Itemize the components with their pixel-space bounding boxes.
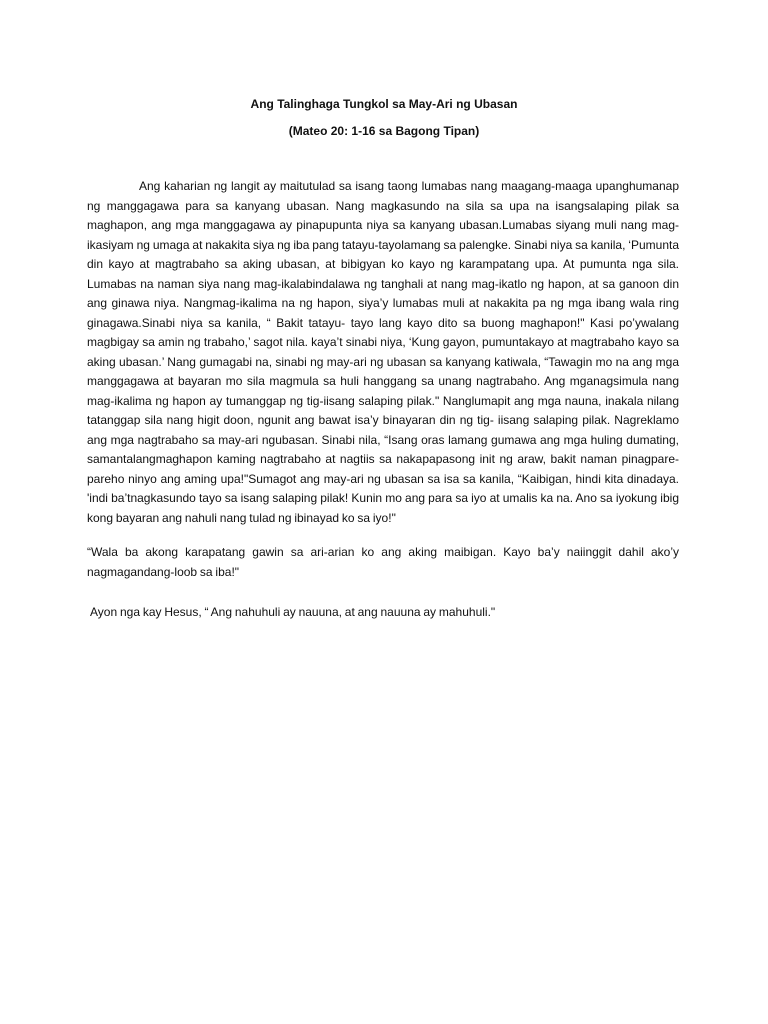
paragraph-2: “Wala ba akong karapatang gawin sa ari-arian ko ang aking maibigan. Kayo ba’y naiinggit dahil ako’y nagmagandang-loob sa iba!"	[87, 545, 679, 579]
paragraph-1: Ang kaharian ng langit ay maitutulad sa isang taong lumabas nang maagang-maaga upanghumanap ng manggagawa para sa kanyang ubasan. Nang magkasundo na sila sa upa na isangsalaping pilak sa maghapon, ang mga manggagawa ay pinapupunta niya sa kanyang ubasan.Lumabas siyang muli nang mag- ikasiyam ng umaga at nakakita siya ng iba pang tatayu-tayolamang sa palengke. Sinabi niya sa kanila, ‘Pumunta din kayo at magtrabaho sa aking ubasan, at bibigyan ko kayo ng karampatang upa. At pumunta nga sila. Lumabas na naman siya nang mag-ikalabindalawa ng tanghali at nang mag-ikatlo ng hapon, at sa ganoon din ang ginawa niya. Nangmag-ikalima na ng hapon, siya’y lumabas muli at nakakita pa ng mga ibang wala ring ginagawa.Sinabi niya sa kanila, “ Bakit tatayu- tayo lang kayo dito sa buong maghapon!" Kasi po’ywalang magbigay sa amin ng trabaho,’ sagot nila. kaya’t sinabi niya, ‘Kung gayon, pumuntakayo at magtrabaho kayo sa aking ubasan.’ Nang gumagabi na, sinabi ng may-ari ng ubasan sa kanyang katiwala, “Tawagin mo na ang mga manggagawa at bayaran mo sila magmula sa huli hanggang sa unang nagtrabaho. Ang mganagsimula nang mag-ikalima ng hapon ay tumanggap ng tig-iisang salaping pilak." Nanglumapit ang mga nauna, inakala nilang tatanggap sila nang higit doon, ngunit ang bawat isa’y binayaran din ng tig- iisang salaping pilak. Nagreklamo ang mga nagtrabaho sa may-ari ngubasan. Sinabi nila, “Isang oras lamang gumawa ang mga huling dumating, samantalangmaghapon kaming nagtrabaho at nagtiis sa nakapapasong init ng araw, bakit naman pinagpare- pareho ninyo ang aming upa!"Sumagot ang may-ari ng ubasan sa isa sa kanila, “Kaibigan, hindi kita dinadaya. 'indi ba’tnagkasundo tayo sa isang salaping pilak! Kunin mo ang para sa iyo at umalis ka na. Ano sa iyokung ibig kong bayaran ang nahuli nang tulad ng ibinayad ko sa iyo!"	[87, 179, 679, 525]
document-title: Ang Talinghaga Tungkol sa May-Ari ng Ubasan	[250, 97, 518, 111]
paragraph-3: Ayon nga kay Hesus, “ Ang nahuhuli ay nauuna, at ang nauuna ay mahuhuli."	[90, 605, 496, 619]
document-subtitle: (Mateo 20: 1-16 sa Bagong Tipan)	[288, 124, 480, 138]
